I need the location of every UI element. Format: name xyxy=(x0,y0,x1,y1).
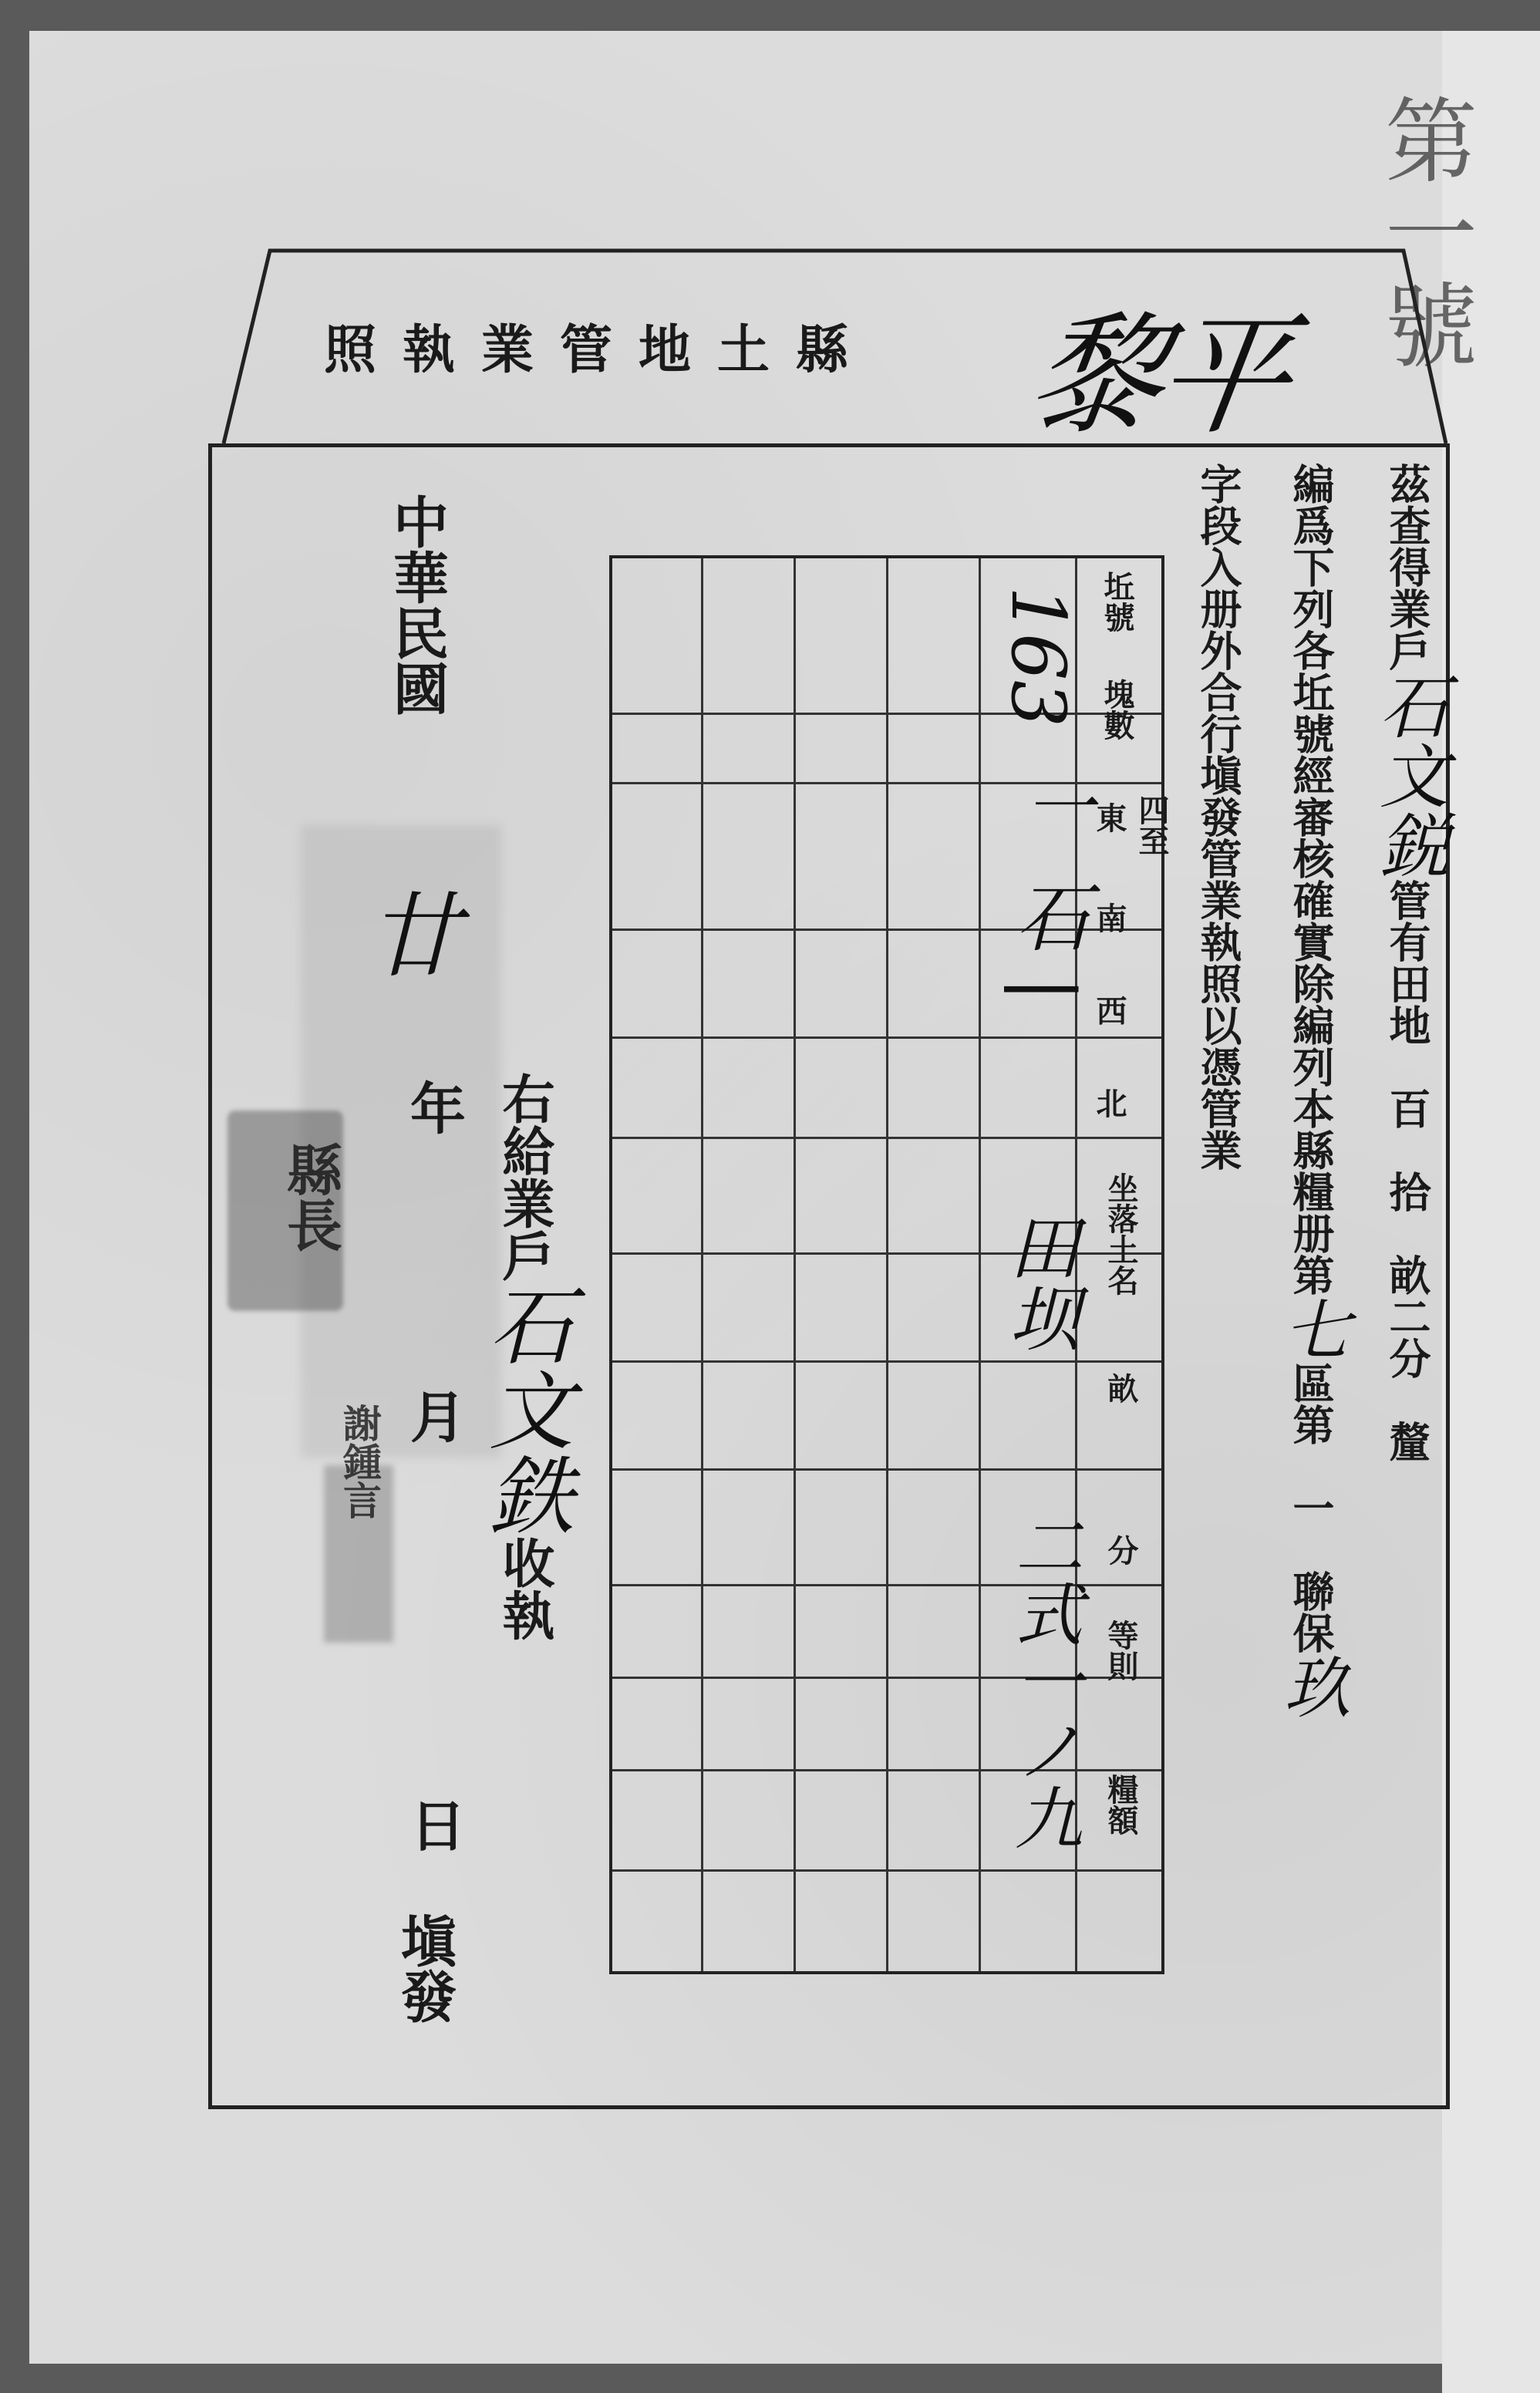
lianbao-number: 玖 xyxy=(1272,1653,1350,1720)
year-number: 廿 xyxy=(352,887,460,979)
label-east: 東 xyxy=(1091,802,1127,833)
entry-boundary: 石 | xyxy=(1004,879,1090,1002)
document-title: 縣土地管業執照 xyxy=(324,319,875,381)
label-grade: 等則 xyxy=(1103,1619,1139,1681)
recipient-name: 石文鉄 xyxy=(475,1282,574,1536)
grid-col-line xyxy=(794,558,796,1971)
intro-1-tail: 管有田地 百 拾 畝二分 釐 xyxy=(1383,879,1432,1462)
recipient-label: 右給業戶 xyxy=(494,1072,555,1282)
label-location: 坐落土名 xyxy=(1103,1172,1139,1296)
intro-line-3: 字段入册外合行塡發管業執照以憑管業 xyxy=(1194,463,1243,1171)
grid-row-line xyxy=(612,1360,1161,1363)
entry-plot-count: 一 xyxy=(1013,771,1094,841)
label-mu: 畝 xyxy=(1103,1373,1139,1404)
recipient-line xyxy=(475,1072,574,1641)
grid-row-line xyxy=(612,1468,1161,1471)
year-label: 年 xyxy=(401,1080,467,1135)
entry-location: 田坝 xyxy=(997,1211,1080,1353)
label-plot-count: 塊數 xyxy=(1099,679,1135,740)
label-tax: 糧額 xyxy=(1103,1774,1139,1835)
county-brand: 黎平 xyxy=(1020,300,1296,453)
label-boundaries: 四至 xyxy=(1134,794,1170,856)
label-west: 西 xyxy=(1091,995,1127,1026)
magistrate-name: 謝鍾言 xyxy=(337,1404,382,1519)
intro-1-text: 茲查得業戶 xyxy=(1383,463,1432,671)
owner-name: 石文鋭 xyxy=(1367,671,1448,879)
era-label: 中華民國 xyxy=(384,494,450,716)
intro-2-mid: 區第 一 聯保 xyxy=(1286,1362,1336,1653)
intro-line-2 xyxy=(1272,463,1350,2051)
grid-col-line xyxy=(701,558,703,1971)
label-north: 北 xyxy=(1091,1087,1127,1118)
entry-plot-no: 163 xyxy=(995,586,1081,728)
label-plot-no: 坵號 xyxy=(1099,571,1135,632)
grid-row-line xyxy=(612,1137,1161,1139)
receipt-label: 收執 xyxy=(494,1536,555,1641)
label-fen: 分 xyxy=(1103,1535,1139,1566)
intro-2-text: 編爲下列各坵號經審核確實除編列本縣糧册第 xyxy=(1286,463,1336,1296)
adjacent-page-text xyxy=(1446,93,1515,370)
day-label: 日 xyxy=(401,1797,467,1852)
label-south: 南 xyxy=(1091,902,1127,933)
district-number: 七 xyxy=(1272,1296,1350,1362)
grid-row-line xyxy=(612,1869,1161,1872)
month-label: 月 xyxy=(401,1388,467,1444)
entry-amount: 二式一ノ九 xyxy=(1004,1512,1083,1851)
grid-col-line xyxy=(979,558,981,1971)
grid-col-line xyxy=(886,558,888,1971)
grid-row-line xyxy=(612,1036,1161,1039)
adjacent-page-edge xyxy=(1442,31,1540,2393)
magistrate-title: 縣長 xyxy=(278,1141,343,1252)
issue-label: 塡發 xyxy=(392,1913,457,2024)
intro-line-1 xyxy=(1367,463,1448,2051)
